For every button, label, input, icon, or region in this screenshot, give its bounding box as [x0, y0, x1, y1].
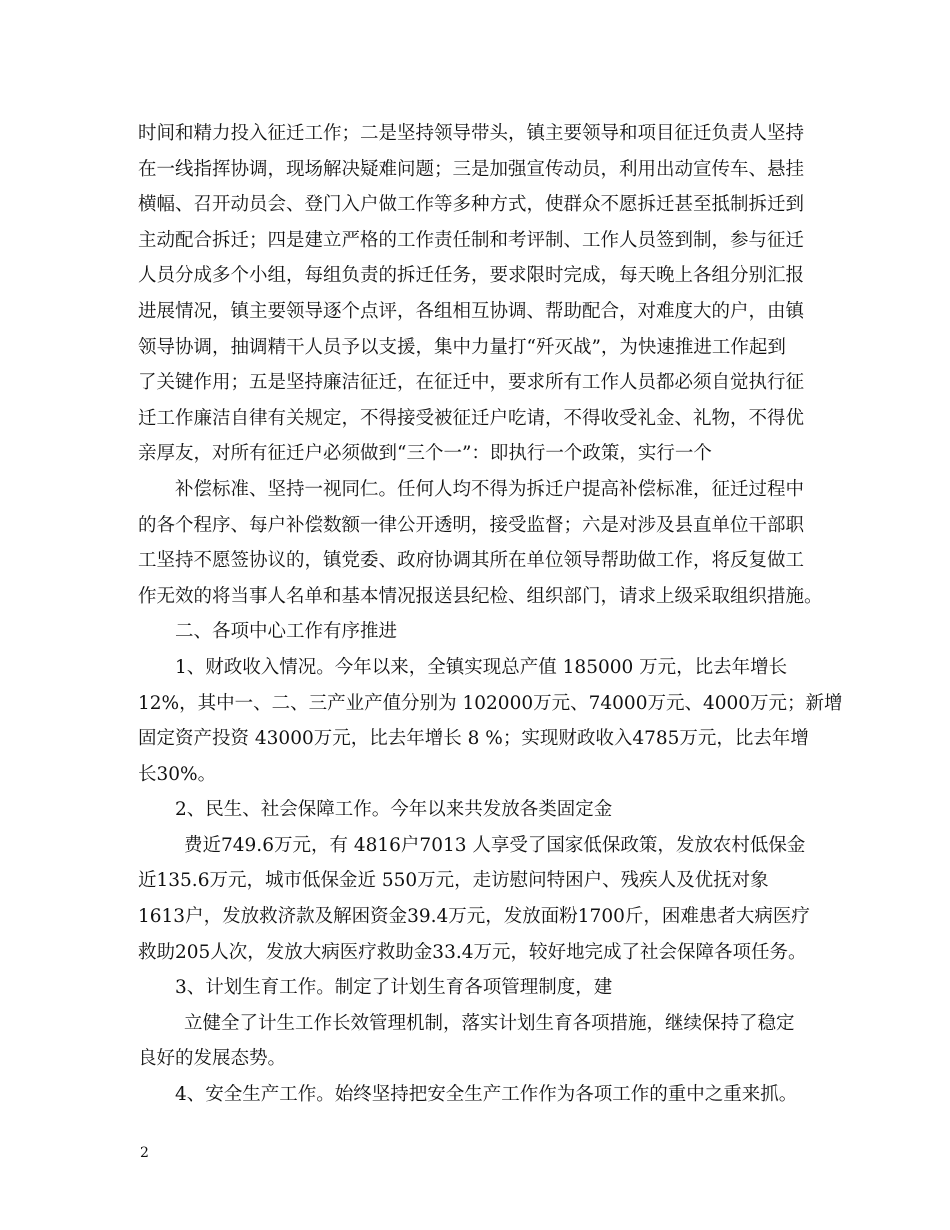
text-line: 4、安全生产工作。始终坚持把安全生产工作作为各项工作的重中之重来抓。 [175, 1084, 798, 1106]
text-line: 良好的发展态势。 [138, 1048, 287, 1070]
text-line: 1613户，发放救济款及解困资金39.4万元，发放面粉1700斤，困难患者大病医疗 [138, 906, 810, 928]
text-line: 进展情况，镇主要领导逐个点评，各组相互协调、帮助配合，对难度大的户，由镇 [138, 300, 805, 322]
text-line: 费近749.6万元，有 4816户7013 人享受了国家低保政策，发放农村低保金 [184, 834, 806, 856]
section-heading: 二、各项中心工作有序推进 [175, 621, 398, 643]
text-line: 立健全了计生工作长效管理机制，落实计划生育各项措施，继续保持了稳定 [184, 1012, 795, 1034]
text-line: 补偿标准、坚持一视同仁。任何人均不得为拆迁户提高补偿标准，征迁过程中 [175, 478, 805, 500]
text-line: 工坚持不愿签协议的，镇党委、政府协调其所在单位领导帮助做工作，将反复做工 [138, 550, 805, 572]
text-line: 2、民生、社会保障工作。今年以来共发放各类固定金 [175, 799, 613, 821]
text-line: 时间和精力投入征迁工作；二是坚持领导带头，镇主要领导和项目征迁负责人坚持 [138, 123, 805, 144]
page-number: 2 [140, 1145, 149, 1161]
text-line: 的各个程序、每户补偿数额一律公开透明，接受监督；六是对涉及县直单位干部职 [138, 514, 805, 536]
text-line: 迁工作廉洁自律有关规定，不得接受被征迁户吃请，不得收受礼金、礼物，不得优 [138, 407, 805, 429]
text-line: 领导协调，抽调精干人员予以支援，集中力量打“歼灭战”，为快速推进工作起到 [138, 336, 786, 358]
text-line: 12%，其中一、二、三产业产值分别为 102000万元、74000万元、4000万元；新增 [138, 692, 843, 714]
text-line: 作无效的将当事人名单和基本情况报送县纪检、组织部门，请求上级采取组织措施。 [138, 585, 823, 607]
text-line: 亲厚友，对所有征迁户必须做到“三个一”：即执行一个政策，实行一个 [138, 443, 712, 465]
text-line: 3、计划生育工作。制定了计划生育各项管理制度，建 [175, 977, 613, 999]
text-line: 1、财政收入情况。今年以来，全镇实现总产值 185000 万元，比去年增长 [175, 656, 788, 678]
text-line: 长30%。 [138, 763, 217, 785]
text-line: 在一线指挥协调，现场解决疑难问题；三是加强宣传动员，利用出动宣传车、悬挂 [138, 158, 805, 180]
text-line: 主动配合拆迁；四是建立严格的工作责任制和考评制、工作人员签到制，参与征迁 [138, 229, 805, 251]
text-line: 横幅、召开动员会、登门入户做工作等多种方式，使群众不愿拆迁甚至抵制拆迁到 [138, 194, 805, 216]
text-line: 固定资产投资 43000万元，比去年增长 8 %；实现财政收入4785万元，比去年增 [138, 728, 809, 750]
text-line: 人员分成多个小组，每组负责的拆迁任务，要求限时完成，每天晚上各组分别汇报 [138, 265, 805, 287]
text-line: 了关键作用；五是坚持廉洁征迁，在征迁中，要求所有工作人员都必须自觉执行征 [138, 372, 805, 394]
text-line: 救助205人次，发放大病医疗救助金33.4万元，较好地完成了社会保障各项任务。 [138, 941, 807, 963]
body-text [138, 116, 843, 1113]
text-line: 近135.6万元，城市低保金近 550万元，走访慰问特困户、残疾人及优抚对象 [138, 870, 769, 892]
